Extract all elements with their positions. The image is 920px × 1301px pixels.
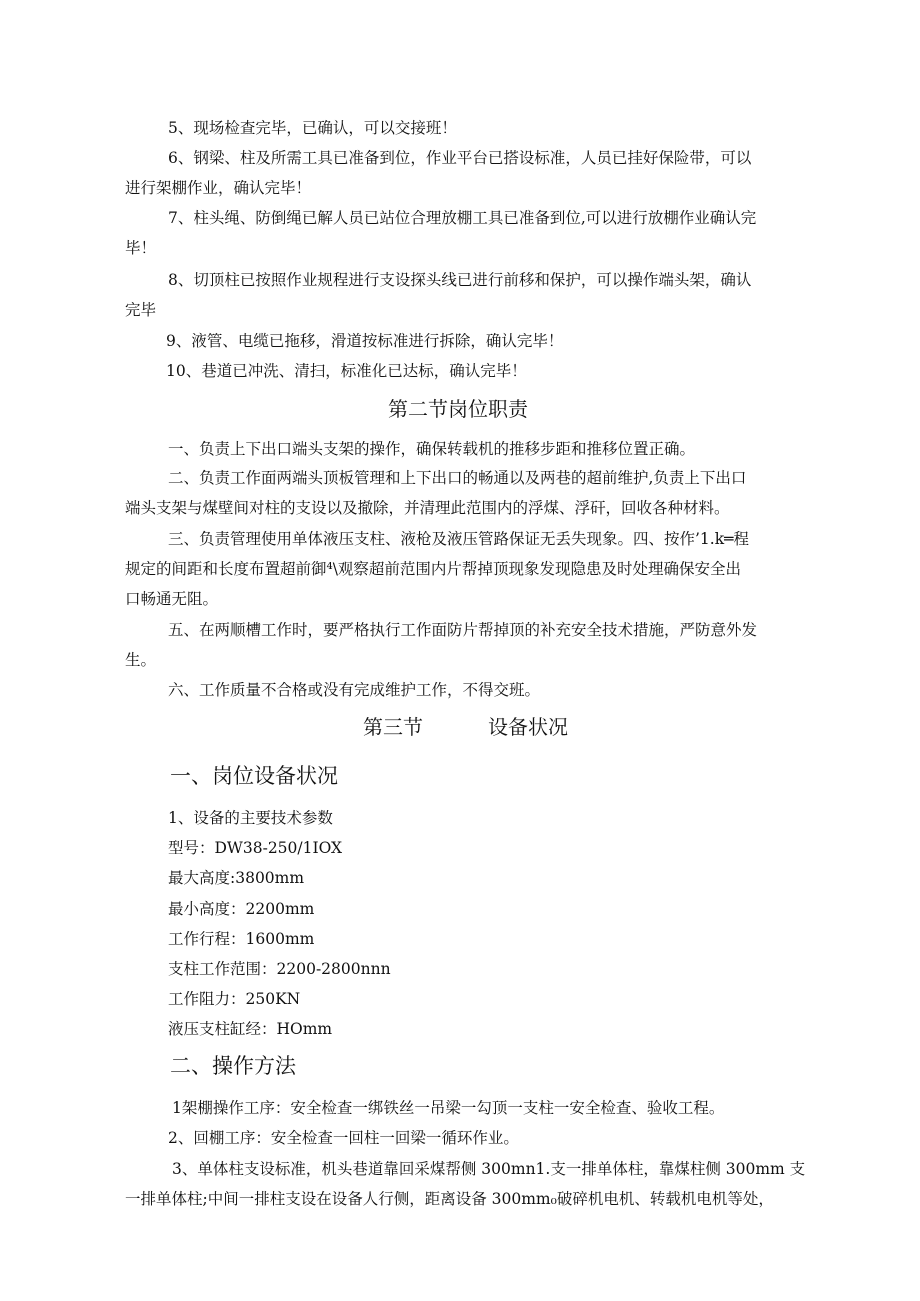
item-9: 9、液管、电缆已拖移，滑道按标准进行拆除，确认完毕！ xyxy=(166,332,564,350)
item-7-line2: 毕！ xyxy=(125,239,157,257)
param-resistance: 工作阻力：250KN xyxy=(168,990,301,1008)
item-8-line1: 8、切顶柱已按照作业规程进行支设探头线已进行前移和保护，可以操作端头架，确认 xyxy=(168,271,752,289)
item-5: 5、现场检查完毕，已确认，可以交接班！ xyxy=(168,119,457,137)
duty-2-line2: 端头支架与煤壁间对柱的支设以及撤除，并清理此范围内的浮煤、浮矸，回收各种材料。 xyxy=(125,499,730,517)
item-6-line2: 进行架棚作业，确认完毕！ xyxy=(125,179,312,197)
param-max-height: 最大高度:3800mm xyxy=(168,869,305,887)
duty-1: 一、负责上下出口端头支架的操作，确保转载机的推移步距和推移位置正确。 xyxy=(168,440,696,458)
section3-title-text: 设备状况 xyxy=(488,715,568,739)
param-bore: 液压支柱缸经：HOmm xyxy=(168,1020,333,1038)
method-3-line1: 3、单体柱支设标准，机头巷道靠回采煤帮侧 300mn1.支一排单体柱，靠煤柱侧 300mm 支 xyxy=(172,1160,806,1178)
method-3-line2: 一排单体柱;中间一排柱支设在设备人行侧，距离设备 300mm₀破碎机电机、转载机电机等处， xyxy=(125,1190,774,1208)
duty-3-line3: 口畅通无阻。 xyxy=(125,590,219,608)
item-7-line1: 7、柱头绳、防倒绳已解人员已站位合理放棚工具已准备到位,可以进行放棚作业确认完 xyxy=(168,209,757,227)
params-title: 1、设备的主要技术参数 xyxy=(168,809,333,827)
duty-2-line1: 二、负责工作面两端头顶板管理和上下出口的畅通以及两巷的超前维护,负责上下出口 xyxy=(168,469,747,487)
duty-5-line1: 五、在两顺槽工作时，要严格执行工作面防片帮掉顶的补充安全技术措施，严防意外发 xyxy=(168,621,758,639)
method-1: 1架棚操作工序：安全检查一绑铁丝一吊梁一勾顶一支柱一安全检查、验收工程。 xyxy=(172,1099,725,1117)
duty-3-line2: 规定的间距和长度布置超前御⁴\观察超前范围内片帮掉顶现象发现隐患及时处理确保安全出 xyxy=(125,560,741,578)
section3-title-number: 第三节 xyxy=(363,715,423,739)
duty-5-line2: 生。 xyxy=(125,651,157,669)
param-min-height: 最小高度：2200mm xyxy=(168,900,315,918)
item-10: 10、巷道已冲洗、清扫，标准化已达标，确认完毕！ xyxy=(166,362,527,380)
param-model: 型号：DW38-250/1IOX xyxy=(168,839,343,857)
duty-3-line1: 三、负责管理使用单体液压支柱、液枪及液压管路保证无丢失现象。四、按作’1.k═程 xyxy=(168,530,749,548)
duty-6: 六、工作质量不合格或没有完成维护工作，不得交班。 xyxy=(168,681,541,699)
method-2: 2、回棚工序：安全检查一回柱一回梁一循环作业。 xyxy=(168,1129,519,1147)
subheading-equipment-status: 一、岗位设备状况 xyxy=(170,764,338,788)
section2-title: 第二节岗位职责 xyxy=(388,397,528,421)
item-6-line1: 6、钢梁、柱及所需工具已准备到位，作业平台已搭设标准，人员已挂好保险带，可以 xyxy=(168,149,752,167)
item-8-line2: 完毕 xyxy=(125,301,157,319)
subheading-operation-method: 二、操作方法 xyxy=(170,1054,296,1078)
param-working-range: 支柱工作范围：2200-2800nnn xyxy=(168,960,391,978)
param-stroke: 工作行程：1600mm xyxy=(168,930,315,948)
